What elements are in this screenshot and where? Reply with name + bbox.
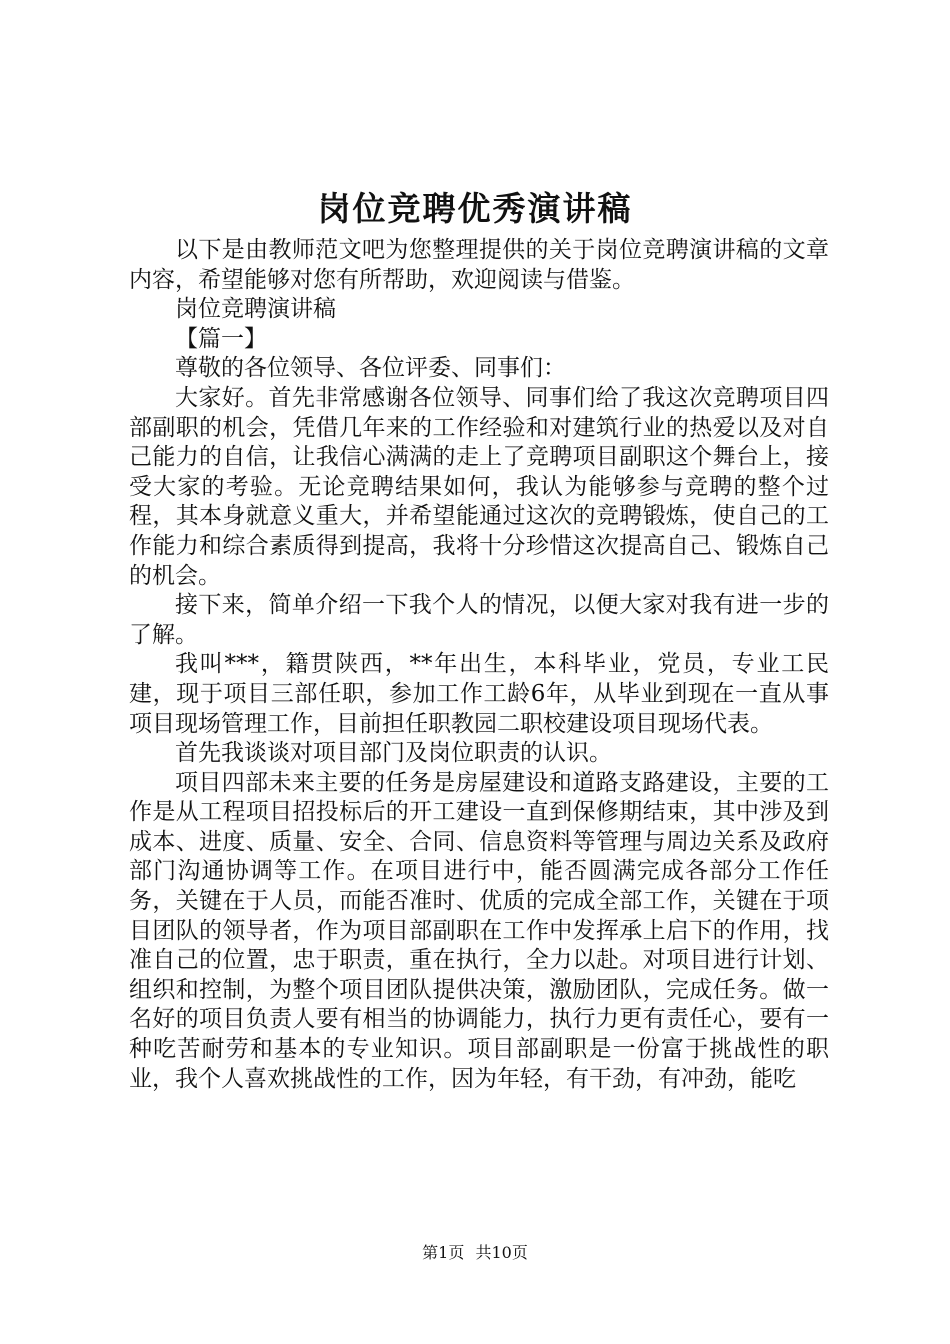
body-paragraph: 首先我谈谈对项目部门及岗位职责的认识。: [175, 740, 612, 767]
body-paragraph: 项目四部未来主要的任务是房屋建设和道路支路建设，主要的工作是从工程项目招投标后的开工建设一直到保修期结束，其中涉及到成本、进度、质量、安全、合同、信息资料等管理与周边关系及政府部门沟通协调等工作。在项目进行中，能否圆满完成各部分工作任务，关键在于人员，而能否准时、优质的完成全部工作，关键在于项目团队的领导者，作为项目部副职在工作中发挥承上启下的作用，找准自己的位置，忠于职责，重在执行，全力以赴。对项目进行计划、组织和控制，为整个项目团队提供决策，激励团队，完成任务。做一名好的项目负责人要有相当的协调能力，执行力更有责任心，要有一种吃苦耐劳和基本的专业知识。项目部副职是一份富于挑战性的职业，我个人喜欢挑战性的工作，因为年轻，有干劲，有冲劲，能吃: [129, 769, 829, 1092]
body-paragraph: 接下来，简单介绍一下我个人的情况，以便大家对我有进一步的了解。: [129, 592, 829, 648]
document-body: [129, 236, 829, 1094]
page-footer: [0, 1242, 950, 1264]
page-number: 第1页: [422, 1243, 465, 1262]
salutation: 尊敬的各位领导、各位评委、同事们：: [175, 355, 566, 382]
chapter-label: 【篇一】: [175, 325, 267, 352]
body-paragraph: 大家好。首先非常感谢各位领导、同事们给了我这次竞聘项目四部副职的机会，凭借几年来的工作经验和对建筑行业的热爱以及对自己能力的自信，让我信心满满的走上了竞聘项目副职这个舞台上，接受大家的考验。无论竞聘结果如何，我认为能够参与竞聘的整个过程，其本身就意义重大，并希望能通过这次的竞聘锻炼，使自己的工作能力和综合素质得到提高，我将十分珍惜这次提高自己、锻炼自己的机会。: [129, 384, 829, 589]
intro-paragraph: 以下是由教师范文吧为您整理提供的关于岗位竞聘演讲稿的文章内容，希望能够对您有所帮助，欢迎阅读与借鉴。: [129, 237, 829, 293]
page-total: 共10页: [475, 1243, 528, 1262]
document-title: 岗位竞聘优秀演讲稿: [317, 189, 633, 228]
body-paragraph: 我叫***，籍贯陕西，**年出生，本科毕业，党员，专业工民建，现于项目三部任职，参加工作工龄6年，从毕业到现在一直从事项目现场管理工作，目前担任职教园二职校建设项目现场代表。: [129, 651, 829, 737]
section-heading: 岗位竞聘演讲稿: [175, 296, 336, 323]
